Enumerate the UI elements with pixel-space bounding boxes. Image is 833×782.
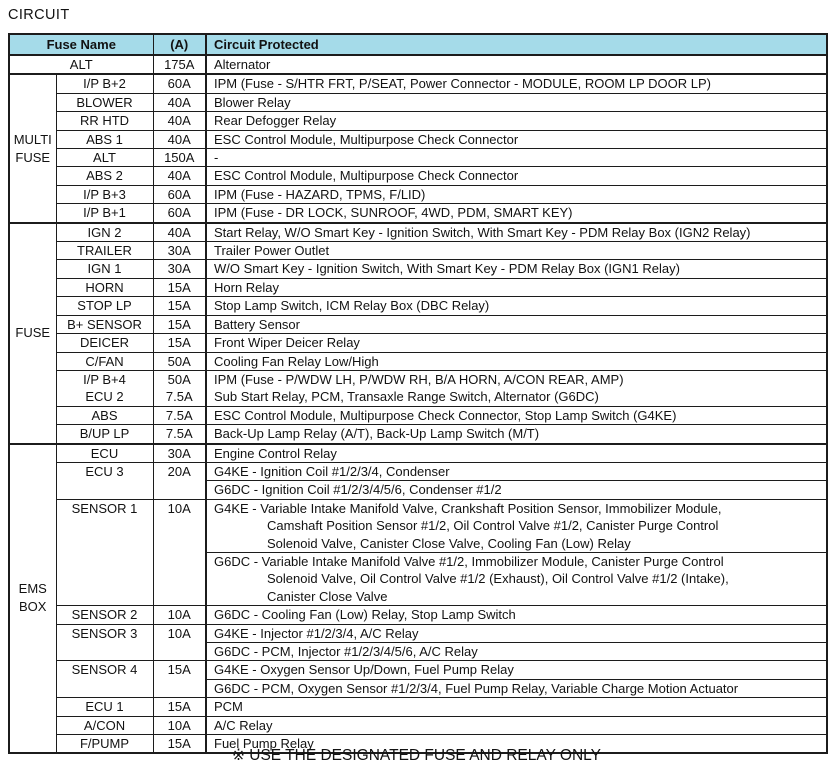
group-label-line: EMS xyxy=(18,581,47,597)
circuit-line: G6DC - PCM, Oxygen Sensor #1/2/3/4, Fuel Pump Relay, Variable Charge Motion Actuator xyxy=(214,680,739,696)
fuse-name-cell: A/CON xyxy=(56,716,153,734)
group-cell xyxy=(9,223,56,444)
amp-cell: 7.5A xyxy=(153,406,206,424)
amp-cell: 15A xyxy=(153,698,206,716)
table-row xyxy=(9,149,827,167)
amp-cell: 50A xyxy=(153,370,206,388)
circuit-line: Horn Relay xyxy=(214,279,280,295)
circuit-line: Battery Sensor xyxy=(214,316,300,332)
circuit-line: Front Wiper Deicer Relay xyxy=(214,335,360,351)
circuit-cell xyxy=(206,112,827,130)
group-label-line: MULTI xyxy=(13,131,52,147)
circuit-cell xyxy=(206,499,827,552)
circuit-cell xyxy=(206,242,827,260)
circuit-cell xyxy=(206,130,827,148)
circuit-line: G6DC - Ignition Coil #1/2/3/4/5/6, Condenser #1/2 xyxy=(214,482,502,498)
amp-cell: 15A xyxy=(153,278,206,296)
circuit-line: W/O Smart Key - Ignition Switch, With Smart Key - PDM Relay Box (IGN1 Relay) xyxy=(214,261,680,277)
circuit-line: ESC Control Module, Multipurpose Check Connector, Stop Lamp Switch (G4KE) xyxy=(214,407,677,423)
circuit-cell xyxy=(206,223,827,242)
table-row xyxy=(9,74,827,93)
table-row xyxy=(9,242,827,260)
circuit-cell xyxy=(206,93,827,111)
amp-cell: 15A xyxy=(153,297,206,315)
fuse-name-cell: ECU xyxy=(56,444,153,463)
circuit-line: G4KE - Injector #1/2/3/4, A/C Relay xyxy=(214,625,419,641)
fuse-name-cell: ECU 1 xyxy=(56,698,153,716)
fuse-name-cell: I/P B+3 xyxy=(56,185,153,203)
table-row xyxy=(9,716,827,734)
fuse-name-cell: I/P B+1 xyxy=(56,204,153,223)
amp-cell: 15A xyxy=(153,315,206,333)
circuit-line: Canister Close Valve xyxy=(267,588,388,604)
amp-cell: 175A xyxy=(153,55,206,74)
table-row xyxy=(9,352,827,370)
fuse-name-cell: ABS xyxy=(56,406,153,424)
circuit-line: IPM (Fuse - S/HTR FRT, P/SEAT, Power Connector - MODULE, ROOM LP DOOR LP) xyxy=(214,76,711,92)
amp-cell: 150A xyxy=(153,149,206,167)
circuit-cell xyxy=(206,425,827,444)
circuit-cell xyxy=(206,204,827,223)
circuit-line: Start Relay, W/O Smart Key - Ignition Switch, With Smart Key - PDM Relay Box (IGN2 Relay) xyxy=(214,224,751,240)
circuit-line: IPM (Fuse - HAZARD, TPMS, F/LID) xyxy=(214,186,426,202)
circuit-line: ESC Control Module, Multipurpose Check Connector xyxy=(214,168,519,184)
fuse-name-cell: ECU 3 xyxy=(56,462,153,499)
table-row xyxy=(9,260,827,278)
table-row xyxy=(9,370,827,388)
table-row xyxy=(9,130,827,148)
amp-cell: 7.5A xyxy=(153,388,206,406)
table-row xyxy=(9,93,827,111)
fuse-name-cell: B/UP LP xyxy=(56,425,153,444)
amp-cell: 15A xyxy=(153,661,206,698)
table-row xyxy=(9,112,827,130)
amp-cell: 40A xyxy=(153,112,206,130)
amp-cell: 50A xyxy=(153,352,206,370)
table-row xyxy=(9,462,827,480)
table-row xyxy=(9,204,827,223)
amp-cell: 60A xyxy=(153,204,206,223)
circuit-line: G6DC - PCM, Injector #1/2/3/4/5/6, A/C Relay xyxy=(214,644,478,659)
circuit-cell xyxy=(206,606,827,624)
fuse-name-cell: TRAILER xyxy=(56,242,153,260)
group-cell xyxy=(9,74,56,222)
circuit-cell xyxy=(206,552,827,605)
table-header-fuse-name: Fuse Name xyxy=(9,34,153,55)
amp-cell: 15A xyxy=(153,334,206,352)
circuit-cell xyxy=(206,149,827,167)
fuse-name-cell: IGN 2 xyxy=(56,223,153,242)
amp-cell: 10A xyxy=(153,606,206,624)
circuit-line: G4KE - Oxygen Sensor Up/Down, Fuel Pump Relay xyxy=(214,662,514,678)
circuit-line: Camshaft Position Sensor #1/2, Oil Control Valve #1/2, Canister Purge Control xyxy=(267,518,719,534)
fuse-name-cell: STOP LP xyxy=(56,297,153,315)
amp-cell: 40A xyxy=(153,93,206,111)
amp-cell: 10A xyxy=(153,499,206,605)
group-label-line: FUSE xyxy=(15,325,51,341)
amp-cell: 60A xyxy=(153,185,206,203)
table-row xyxy=(9,499,827,552)
circuit-cell xyxy=(206,297,827,315)
circuit-line: Fuel Pump Relay xyxy=(214,736,314,752)
circuit-line: ESC Control Module, Multipurpose Check Connector xyxy=(214,131,519,147)
circuit-cell xyxy=(206,260,827,278)
table-row xyxy=(9,334,827,352)
table-row xyxy=(9,406,827,424)
circuit-line: Trailer Power Outlet xyxy=(214,243,330,259)
circuit-line: IPM (Fuse - P/WDW LH, P/WDW RH, B/A HORN, A/CON REAR, AMP) xyxy=(214,371,624,387)
circuit-cell xyxy=(206,624,827,642)
fuse-name-cell: C/FAN xyxy=(56,352,153,370)
circuit-cell xyxy=(206,716,827,734)
table-header-circuit: Circuit Protected xyxy=(206,34,827,55)
circuit-line: A/C Relay xyxy=(214,717,273,733)
circuit-line: Solenoid Valve, Canister Close Valve, Cooling Fan (Low) Relay xyxy=(267,535,631,551)
group-label-line: FUSE xyxy=(15,149,51,165)
table-header-amp: (A) xyxy=(153,34,206,55)
amp-cell: 60A xyxy=(153,74,206,93)
fuse-name-cell: SENSOR 3 xyxy=(56,624,153,661)
circuit-line: Sub Start Relay, PCM, Transaxle Range Switch, Alternator (G6DC) xyxy=(214,389,599,405)
circuit-line: Stop Lamp Switch, ICM Relay Box (DBC Relay) xyxy=(214,298,490,314)
fuse-name-cell: ECU 2 xyxy=(56,388,153,406)
circuit-line: IPM (Fuse - DR LOCK, SUNROOF, 4WD, PDM, SMART KEY) xyxy=(214,205,573,221)
table-row xyxy=(9,425,827,444)
fuse-name-cell: HORN xyxy=(56,278,153,296)
table-row xyxy=(9,167,827,185)
circuit-cell xyxy=(206,74,827,93)
fuse-name-cell: SENSOR 2 xyxy=(56,606,153,624)
fuse-name-cell: IGN 1 xyxy=(56,260,153,278)
table-row xyxy=(9,444,827,463)
circuit-line: G6DC - Cooling Fan (Low) Relay, Stop Lamp Switch xyxy=(214,607,516,623)
circuit-cell xyxy=(206,370,827,388)
fuse-name-cell: ALT xyxy=(56,149,153,167)
circuit-line: G6DC - Variable Intake Manifold Valve #1/2, Immobilizer Module, Canister Purge Control xyxy=(214,553,724,569)
circuit-cell xyxy=(206,315,827,333)
table-body xyxy=(9,55,827,753)
circuit-cell xyxy=(206,406,827,424)
fuse-name-cell: DEICER xyxy=(56,334,153,352)
circuit-line: PCM xyxy=(214,699,243,715)
fuse-name-cell: BLOWER xyxy=(56,93,153,111)
amp-cell: 30A xyxy=(153,242,206,260)
table-row xyxy=(9,624,827,642)
circuit-cell xyxy=(206,462,827,480)
table-row xyxy=(9,388,827,406)
circuit-cell xyxy=(206,643,827,661)
circuit-line: Engine Control Relay xyxy=(214,445,337,461)
circuit-cell xyxy=(206,185,827,203)
amp-cell: 30A xyxy=(153,260,206,278)
circuit-line: Rear Defogger Relay xyxy=(214,113,337,129)
circuit-cell xyxy=(206,352,827,370)
circuit-line: - xyxy=(214,150,219,166)
group-cell xyxy=(9,444,56,754)
table-row xyxy=(9,223,827,242)
fuse-name-cell: ABS 1 xyxy=(56,130,153,148)
fuse-name-cell: SENSOR 1 xyxy=(56,499,153,605)
circuit-cell xyxy=(206,55,827,74)
table-row xyxy=(9,606,827,624)
table-row xyxy=(9,55,827,74)
group-label-line: BOX xyxy=(19,599,47,615)
table-row xyxy=(9,661,827,679)
circuit-cell xyxy=(206,679,827,697)
amp-cell: 40A xyxy=(153,167,206,185)
circuit-line: G4KE - Ignition Coil #1/2/3/4, Condenser xyxy=(214,463,450,479)
amp-cell: 7.5A xyxy=(153,425,206,444)
amp-cell: 10A xyxy=(153,624,206,661)
circuit-line: Alternator xyxy=(214,57,271,72)
circuit-cell xyxy=(206,388,827,406)
circuit-cell xyxy=(206,444,827,463)
page-title: CIRCUIT xyxy=(8,7,70,23)
circuit-cell xyxy=(206,481,827,499)
circuit-cell xyxy=(206,661,827,679)
fuse-name-cell: ABS 2 xyxy=(56,167,153,185)
table-row xyxy=(9,278,827,296)
table-row xyxy=(9,698,827,716)
amp-cell: 15A xyxy=(153,735,206,754)
circuit-cell xyxy=(206,167,827,185)
table-row xyxy=(9,315,827,333)
circuit-line: Cooling Fan Relay Low/High xyxy=(214,353,379,369)
amp-cell: 20A xyxy=(153,462,206,499)
circuit-cell xyxy=(206,334,827,352)
amp-cell: 40A xyxy=(153,223,206,242)
table-row xyxy=(9,297,827,315)
amp-cell: 40A xyxy=(153,130,206,148)
table-header-row xyxy=(9,34,827,55)
fuse-name-cell: ALT xyxy=(9,55,153,74)
table-row xyxy=(9,185,827,203)
circuit-line: Blower Relay xyxy=(214,94,291,110)
amp-cell: 30A xyxy=(153,444,206,463)
footer-note: ※ USE THE DESIGNATED FUSE AND RELAY ONLY xyxy=(231,747,601,764)
fuse-name-cell: F/PUMP xyxy=(56,735,153,754)
circuit-line: Back-Up Lamp Relay (A/T), Back-Up Lamp Switch (M/T) xyxy=(214,426,540,442)
fuse-name-cell: SENSOR 4 xyxy=(56,661,153,698)
circuit-line: G4KE - Variable Intake Manifold Valve, Crankshaft Position Sensor, Immobilizer Module, xyxy=(214,500,722,516)
fuse-name-cell: I/P B+2 xyxy=(56,74,153,93)
circuit-cell xyxy=(206,278,827,296)
circuit-cell xyxy=(206,698,827,716)
fuse-name-cell: RR HTD xyxy=(56,112,153,130)
circuit-line: Solenoid Valve, Oil Control Valve #1/2 (Exhaust), Oil Control Valve #1/2 (Intake), xyxy=(267,571,729,587)
fuse-name-cell: B+ SENSOR xyxy=(56,315,153,333)
fuse-name-cell: I/P B+4 xyxy=(56,370,153,388)
amp-cell: 10A xyxy=(153,716,206,734)
fuse-table xyxy=(8,33,828,754)
